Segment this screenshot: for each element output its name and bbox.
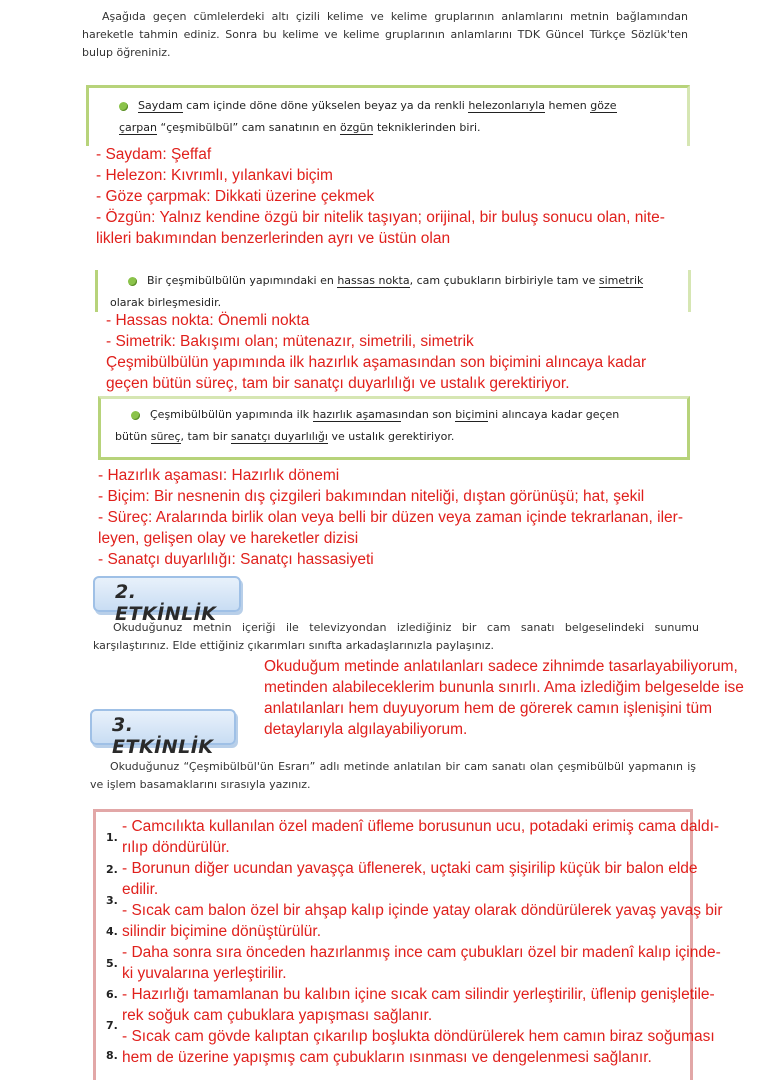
answer-line: rek soğuk cam çubuklara yapışması sağlanır.: [122, 1007, 433, 1024]
answer-line: Çeşmibülbülün yapımında ilk hazırlık aşamasından son biçimini alıncaya kadar: [106, 354, 647, 371]
etkinlik-3-answer: [122, 816, 762, 1068]
bullet-icon: [128, 277, 137, 286]
sentence-2: Bir çeşmibülbülün yapımındaki en hassas nokta, cam çubukların birbiriyle tam ve simetrik olarak birleşmesidir.: [110, 274, 644, 309]
answer-line: edilir.: [122, 881, 159, 898]
answer-block-3: [98, 465, 718, 570]
bullet-icon: [131, 411, 140, 420]
step-number: 1.: [106, 831, 118, 844]
answer-line: - Özgün: Yalnız kendine özgü bir nitelik taşıyan; orijinal, bir buluş sonucu olan, nite-: [96, 209, 665, 226]
answer-line: detaylarıyla algılayabiliyorum.: [264, 721, 468, 738]
answer-line: rılıp döndürülür.: [122, 839, 230, 856]
answer-line: anlatılanları hem duyuyorum hem de görerek camın işlenişini tüm: [264, 700, 712, 717]
answer-line: Okuduğum metinde anlatılanları sadece zihnimde tasarlayabiliyorum,: [264, 658, 738, 675]
sentence-box-1: [86, 85, 690, 146]
etkinlik-3-instruction: Okuduğunuz “Çeşmibülbül'ün Esrarı” adlı metinde anlatılan bir cam sanatı olan çeşmibülbül yapmanın iş ve işlem basamaklarını sırasıyla yazınız.: [90, 760, 696, 791]
answer-block-1: [96, 144, 696, 249]
answer-line: - Süreç: Aralarında birlik olan veya belli bir düzen veya zaman içinde tekrarlanan, iler-: [98, 509, 683, 526]
answer-line: - Biçim: Bir nesnenin dış çizgileri bakımından niteliği, dıştan görünüşü; hat, şekil: [98, 488, 645, 505]
step-number: 5.: [106, 957, 118, 970]
answer-line: metinden alabileceklerim bununla sınırlı. Ama izlediğim belgeselde ise: [264, 679, 744, 696]
step-number: 7.: [106, 1019, 118, 1032]
step-number: 6.: [106, 988, 118, 1001]
step-number: 3.: [106, 894, 118, 907]
step-number: 2.: [106, 863, 118, 876]
answer-line: likleri bakımından benzerlerinden ayrı ve üstün olan: [96, 230, 451, 247]
answer-line: hem de üzerine yapışmış cam çubukların ısınması ve dengelenmesi sağlanır.: [122, 1049, 652, 1066]
answer-line: - Hazırlık aşaması: Hazırlık dönemi: [98, 467, 340, 484]
bullet-icon: [119, 102, 128, 111]
answer-line: - Simetrik: Bakışımı olan; mütenazır, simetrili, simetrik: [106, 333, 474, 350]
answer-line: - Sıcak cam gövde kalıptan çıkarılıp boşlukta döndürülerek hem camın biraz soğuması: [122, 1028, 715, 1045]
step-number: 8.: [106, 1049, 118, 1062]
answer-line: - Sıcak cam balon özel bir ahşap kalıp içinde yatay olarak döndürülerek yavaş yavaş bir: [122, 902, 723, 919]
answer-line: - Sanatçı duyarlılığı: Sanatçı hassasiyeti: [98, 551, 374, 568]
answer-line: - Hassas nokta: Önemli nokta: [106, 312, 310, 329]
etkinlik-2-instruction: Okuduğunuz metnin içeriği ile televizyondan izlediğiniz bir cam sanatı belgeselindeki sunumu karşılaştırınız. Elde ettiğiniz çıkarımları sınıfta arkadaşlarınızla paylaşınız.: [93, 621, 699, 652]
answer-line: - Göze çarpmak: Dikkati üzerine çekmek: [96, 188, 375, 205]
instruction-paragraph: Aşağıda geçen cümlelerdeki altı çizili kelime ve kelime gruplarının anlamlarını metnin bağlamından hareketle tahmin ediniz. Sonra bu kelime ve kelime gruplarının anlamlarını TDK Güncel Türkçe Sözlük'ten bulup öğreniniz.: [82, 10, 688, 59]
sentence-box-2: [95, 270, 691, 312]
answer-block-2: [106, 310, 706, 394]
answer-line: ki yuvalarına yerleştirilir.: [122, 965, 287, 982]
step-number: 4.: [106, 925, 118, 938]
sentence-3: Çeşmibülbülün yapımında ilk hazırlık aşamasından son biçimini alıncaya kadar geçen bütün süreç, tam bir sanatçı duyarlılığı ve ustalık gerektiriyor.: [115, 408, 620, 443]
answer-line: - Borunun diğer ucundan yavaşça üflenerek, uçtaki cam şişirilip küçük bir balon elde: [122, 860, 698, 877]
sentence-box-3: [98, 396, 690, 460]
answer-line: - Daha sonra sıra önceden hazırlanmış ince cam çubukları özel bir madenî kalıp içinde-: [122, 944, 721, 961]
etkinlik-3-banner: [90, 709, 236, 758]
etkinlik-2-answer: [264, 656, 774, 740]
answer-line: geçen bütün süreç, tam bir sanatçı duyarlılığı ve ustalık gerektiriyor.: [106, 375, 570, 392]
etkinlik-2-banner: [93, 576, 241, 625]
etkinlik-3-title: 3. ETKİNLİK: [112, 714, 214, 758]
etkinlik-2-title: 2. ETKİNLİK: [115, 581, 217, 625]
answer-line: leyen, gelişen olay ve hareketler dizisi: [98, 530, 359, 547]
answer-line: - Saydam: Şeffaf: [96, 146, 212, 163]
answer-line: silindir biçimine dönüştürülür.: [122, 923, 322, 940]
sentence-1: Saydam cam içinde döne döne yükselen beyaz ya da renkli helezonlarıyla hemen göze çarpan “çeşmibülbül” cam sanatının en özgün tekniklerinden biri.: [119, 99, 617, 134]
answer-line: - Helezon: Kıvrımlı, yılankavi biçim: [96, 167, 333, 184]
answer-line: - Hazırlığı tamamlanan bu kalıbın içine sıcak cam silindir yerleştirilir, üflenip genişletile-: [122, 986, 715, 1003]
answer-line: - Camcılıkta kullanılan özel madenî üfleme borusunun ucu, potadaki erimiş cama daldı-: [122, 818, 720, 835]
